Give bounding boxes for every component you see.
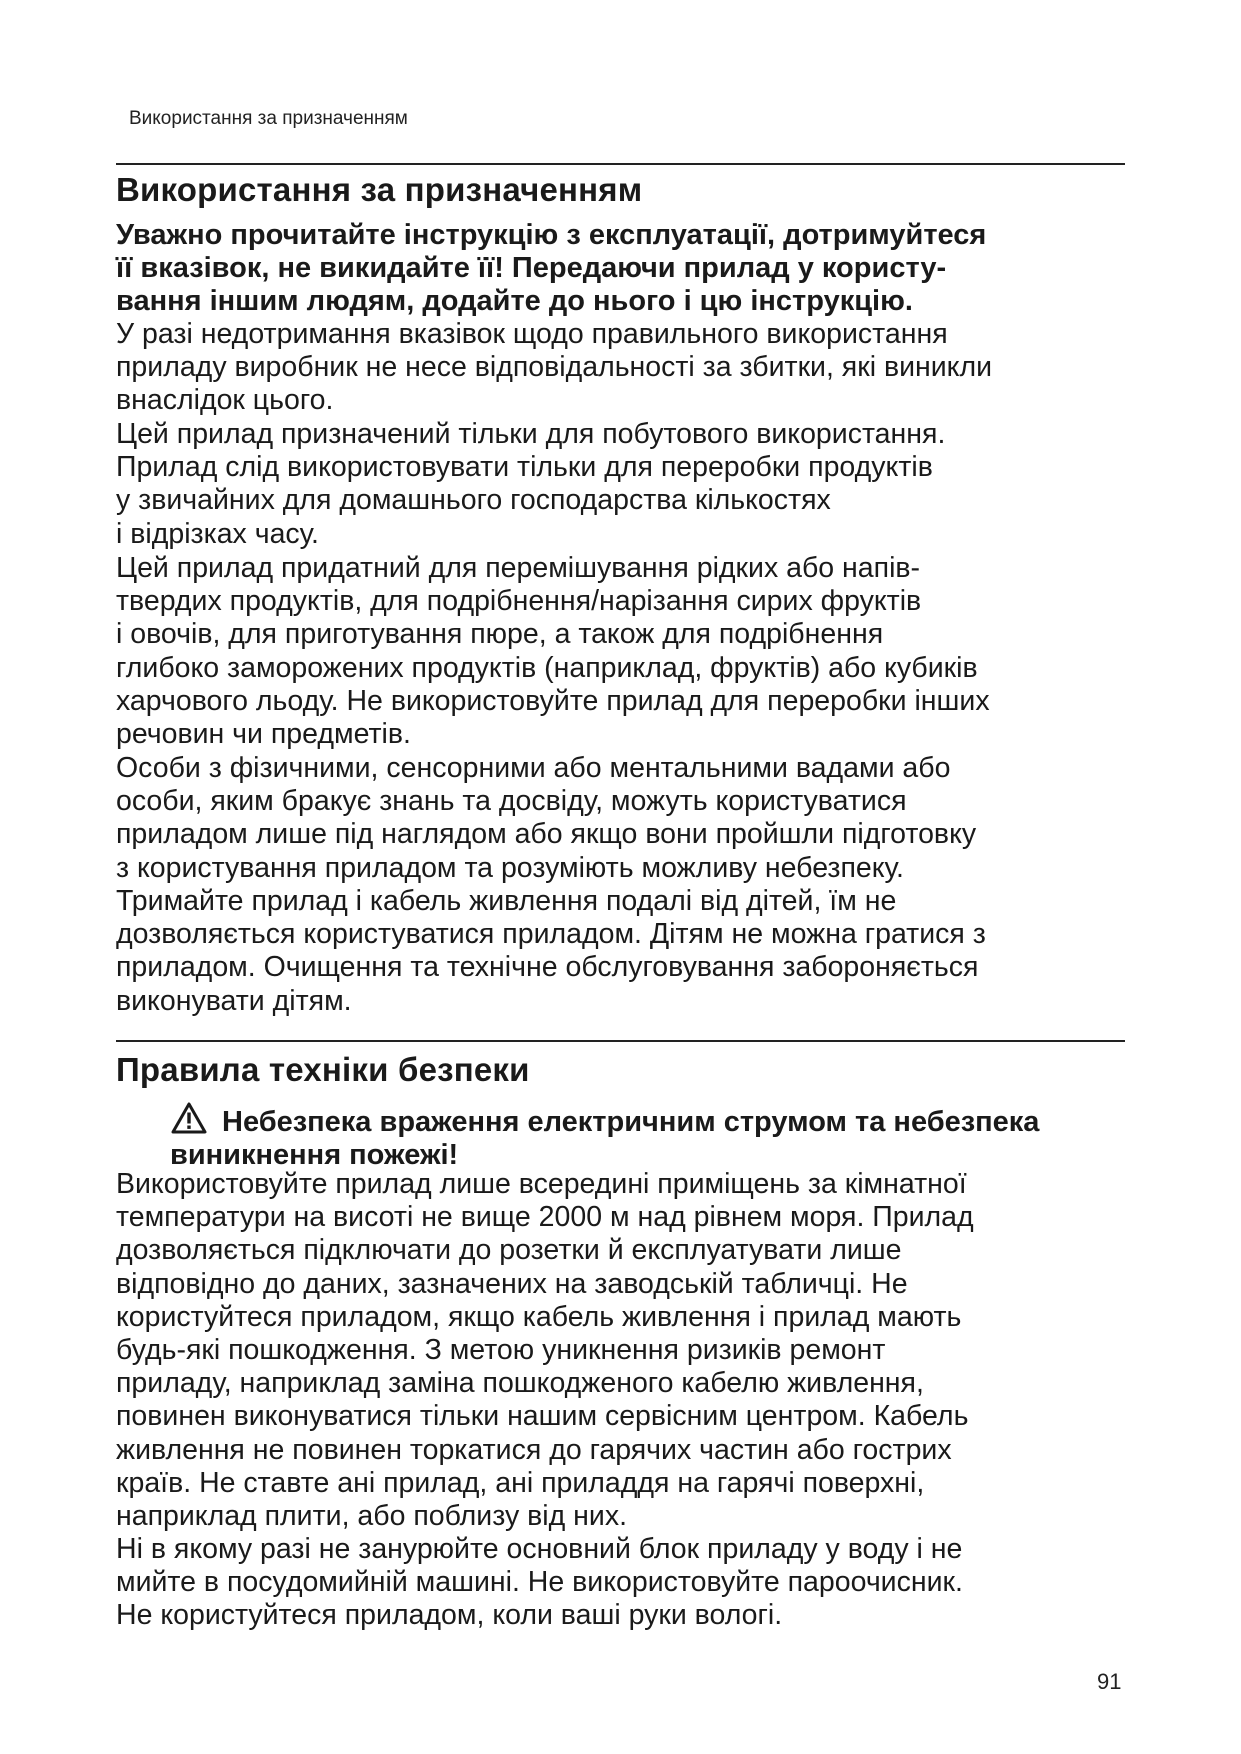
paragraph-electrical-safety — [116, 1168, 1126, 1533]
text-line: приладом. Очищення та технічне обслуговування забороняється — [116, 951, 979, 984]
section-divider — [116, 1040, 1125, 1042]
section-title-safety: Правила техніки безпеки — [116, 1051, 530, 1088]
text-line: Ні в якому разі не занурюйте основний блок приладу у воду і не — [116, 1533, 963, 1565]
text-line: температури на висоті не вище 2000 м над рівнем моря. Прилад — [116, 1201, 974, 1234]
text-line: Використовуйте прилад лише всередині приміщень за кімнатної — [116, 1168, 967, 1200]
text-line: особи, яким бракує знань та досвіду, можуть користуватися — [116, 785, 907, 818]
intro-line: Уважно прочитайте інструкцію з експлуатації, дотримуйтеся — [116, 219, 987, 251]
intro-warning — [116, 219, 1126, 318]
text-line: повинен виконуватися тільки нашим сервісним центром. Кабель — [116, 1400, 969, 1433]
text-line: твердих продуктів, для подрібнення/нарізання сирих фруктів — [116, 585, 922, 618]
text-line: будь-які пошкодження. З метою уникнення ризиків ремонт — [116, 1334, 886, 1367]
text-line: і овочів, для приготування пюре, а також для подрібнення — [116, 618, 884, 651]
text-line: мийте в посудомийній машині. Не використовуйте пароочисник. — [116, 1566, 963, 1599]
text-line: Особи з фізичними, сенсорними або ментальними вадами або — [116, 752, 951, 784]
text-line: відповідно до даних, зазначених на заводській табличці. Не — [116, 1267, 908, 1300]
text-line: і відрізках часу. — [116, 517, 319, 550]
intro-line: її вказівок, не викидайте її! Передаючи прилад у користу- — [116, 252, 947, 284]
text-line: харчового льоду. Не використовуйте прилад для переробки інших — [116, 684, 990, 717]
text-line: виконувати дітям. — [116, 984, 352, 1017]
paragraph-persons — [116, 752, 1126, 885]
page-number: 91 — [1097, 1669, 1122, 1694]
text-line: наприклад плити, або поблизу від них. — [116, 1500, 627, 1533]
text-line: користуйтеся приладом, якщо кабель живлення і прилад мають — [116, 1300, 962, 1333]
section-divider — [116, 163, 1125, 165]
text-line: глибоко заморожених продуктів (наприклад, фруктів) або кубиків — [116, 651, 978, 684]
text-line: у звичайних для домашнього господарства кількостях — [116, 484, 831, 517]
paragraph-household-use — [116, 418, 1126, 551]
text-line: країв. Не ставте ані прилад, ані приладдя на гарячі поверхні, — [116, 1466, 925, 1499]
warning-triangle-icon — [170, 1101, 208, 1135]
text-line: приладу, наприклад заміна пошкодженого кабелю живлення, — [116, 1367, 924, 1400]
text-line: Тримайте прилад і кабель живлення подалі від дітей, їм не — [116, 885, 897, 917]
text-line: Цей прилад придатний для перемішування рідких або напів- — [116, 552, 921, 584]
text-line: речовин чи предметів. — [116, 718, 411, 751]
paragraph-suitable-for — [116, 552, 1126, 751]
intro-line: вання іншим людям, додайте до нього і цю інструкцію. — [116, 285, 913, 317]
text-line: внаслідок цього. — [116, 384, 334, 417]
text-line: приладу виробник не несе відповідальності за збитки, які виникли — [116, 351, 992, 384]
text-line: У разі недотримання вказівок щодо правильного використання — [116, 318, 948, 350]
text-line: дозволяється користуватися приладом. Дітям не можна гратися з — [116, 918, 986, 951]
running-head: Використання за призначенням — [129, 108, 408, 129]
text-line: з користування приладом та розуміють можливу небезпеку. — [116, 851, 904, 884]
text-line: приладом лише під наглядом або якщо вони пройшли підготовку — [116, 818, 977, 851]
text-line: Цей прилад призначений тільки для побутового використання. — [116, 418, 946, 450]
paragraph-children — [116, 885, 1126, 1018]
text-line: дозволяється підключати до розетки й експлуатувати лише — [116, 1234, 902, 1267]
text-line: живлення не повинен торкатися до гарячих частин або гострих — [116, 1433, 952, 1466]
warning-line: виникнення пожежі! — [170, 1139, 459, 1171]
section-title-intended-use: Використання за призначенням — [116, 171, 643, 208]
warning-line: Небезпека враження електричним струмом та небезпека — [222, 1106, 1040, 1138]
text-line: Не користуйтеся приладом, коли ваші руки вологі. — [116, 1599, 783, 1632]
warning-heading — [170, 1101, 1039, 1172]
paragraph-water — [116, 1533, 1126, 1633]
text-line: Прилад слід використовувати тільки для переробки продуктів — [116, 451, 933, 484]
paragraph-liability — [116, 318, 1126, 418]
